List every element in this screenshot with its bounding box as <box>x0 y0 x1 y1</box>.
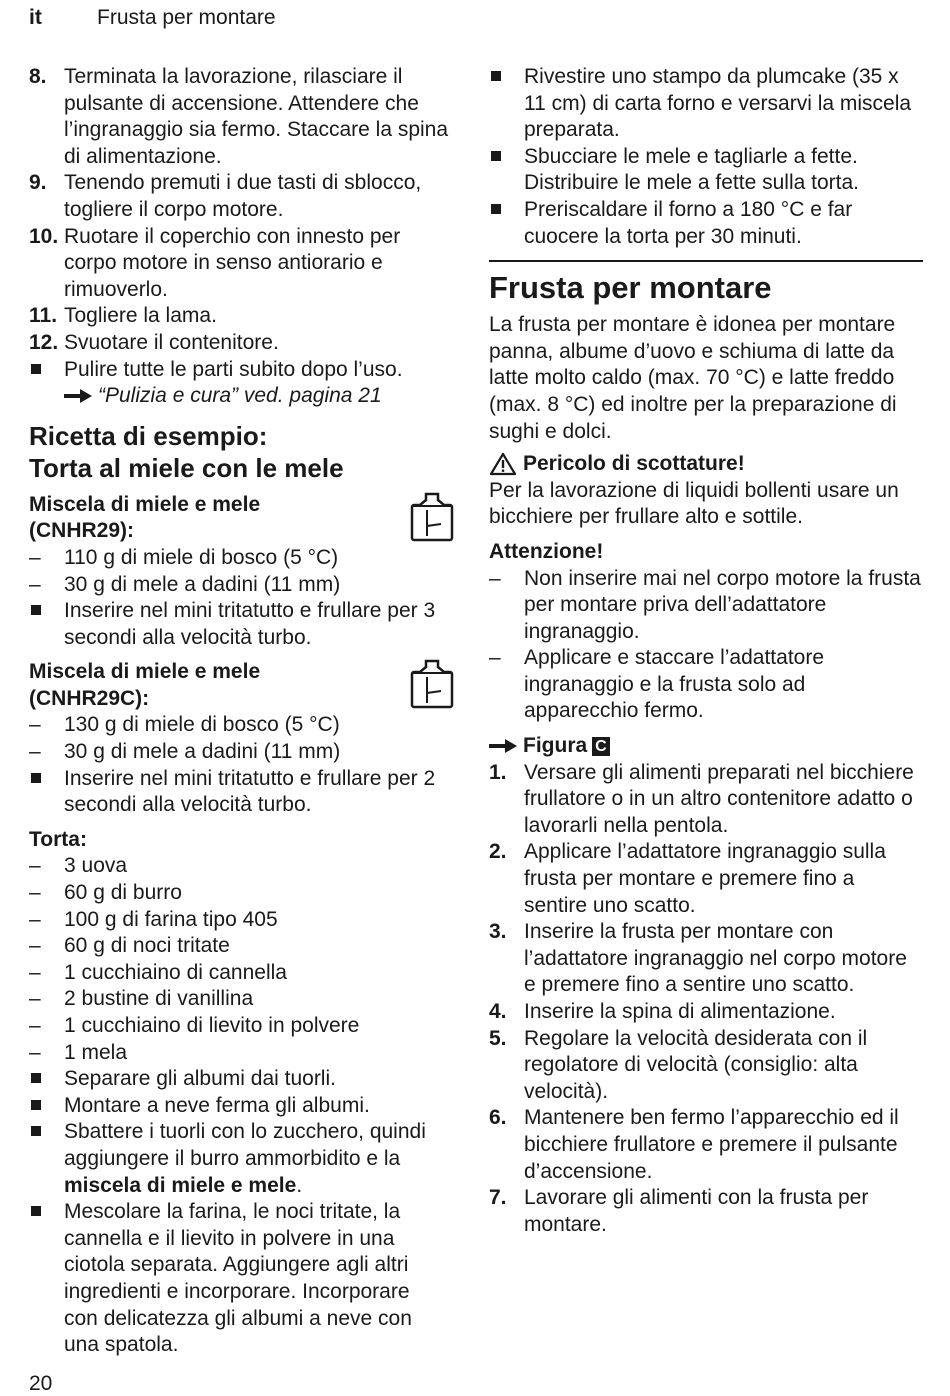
list-item <box>489 197 923 250</box>
list-item <box>29 933 449 960</box>
mix-label <box>29 492 260 545</box>
mix-label-line-2: (CNHR29C): <box>29 686 150 710</box>
list-item <box>29 598 449 651</box>
cake-step: Mescolare la farina, le noci tritate, la cannella e il lievito in polvere in una ciotola separata. Aggiungere agli altri ingredienti e incorporare. Incorporare con delicatezza gli albumi a neve con una spatola. <box>64 1200 412 1357</box>
step-number: 5. <box>489 1026 507 1050</box>
dash-marker: – <box>29 740 41 764</box>
step-number: 4. <box>489 1000 507 1023</box>
step-text: Applicare l’adattatore ingranaggio sulla frusta per montare e premere fino a sentire uno scatto. <box>524 840 886 917</box>
ingredient: 130 g di miele di bosco (5 °C) <box>64 713 340 737</box>
bullet-square-icon <box>489 64 524 144</box>
bake-step: Sbucciare le mele e tagliarle a fette. Distribuire le mele a fette sulla torta. <box>524 144 859 195</box>
step-text: Mantenere ben fermo l’apparecchio ed il bicchiere frullatore e premere il pulsante d’accensione. <box>524 1106 899 1183</box>
mix-block-2 <box>29 659 449 712</box>
step-number: 9. <box>29 171 47 195</box>
step-number: 11. <box>29 304 58 328</box>
list-item <box>29 1013 449 1040</box>
dash-marker: – <box>29 854 41 878</box>
dash-marker: – <box>29 960 41 984</box>
bullet-square-icon <box>489 197 524 250</box>
dash-marker: – <box>29 1040 41 1064</box>
list-item <box>29 330 449 357</box>
dash-marker: – <box>29 1014 41 1037</box>
step-text: Togliere la lama. <box>64 304 217 328</box>
step-number: 10. <box>29 224 59 248</box>
cake-step <box>64 1119 449 1199</box>
list-item <box>29 1093 449 1120</box>
figure-reference <box>489 733 923 760</box>
warning-triangle-icon <box>489 452 517 476</box>
step-text: Ruotare il coperchio con innesto per corpo motore in senso antiorario e rimuoverlo. <box>64 224 401 301</box>
step-number: 12. <box>29 330 59 354</box>
ingredient: 2 bustine di vanillina <box>64 987 254 1011</box>
list-item <box>29 572 449 599</box>
list-item <box>29 303 449 330</box>
list-item <box>29 1066 449 1093</box>
mix-label-line-2: (CNHR29): <box>29 519 134 543</box>
dash-marker: – <box>29 545 41 569</box>
list-item <box>489 1026 923 1106</box>
ingredient: 100 g di farina tipo 405 <box>64 907 278 931</box>
list-item <box>489 839 923 919</box>
step-number: 8. <box>29 65 47 88</box>
list-item <box>489 1105 923 1185</box>
list-item <box>29 1119 449 1199</box>
dash-marker: – <box>29 881 41 905</box>
list-item <box>489 144 923 197</box>
section-divider <box>489 260 923 262</box>
step-text: Terminata la lavorazione, rilasciare il pulsante di accensione. Attendere che l’ingranaggio sia fermo. Staccare la spina di alimentazione. <box>64 65 449 168</box>
bake-step: Rivestire uno stampo da plumcake (35 x 11 cm) di carta forno e versarvi la miscela preparata. <box>524 65 912 142</box>
cross-reference <box>29 383 449 410</box>
dash-marker: – <box>29 572 41 596</box>
page-header <box>29 6 276 30</box>
ingredient: 30 g di mele a dadini (11 mm) <box>64 572 341 596</box>
page-number: 20 <box>29 1372 53 1395</box>
step-number: 1. <box>489 760 507 784</box>
section-title: Frusta per montare <box>489 270 772 306</box>
step-text: Inserire la spina di alimentazione. <box>524 1000 836 1023</box>
cake-step-text: Sbattere i tuorli con lo zucchero, quindi aggiungere il burro ammorbidito e la <box>64 1120 426 1170</box>
bullet-square-icon <box>29 1066 64 1093</box>
step-text: Versare gli alimenti preparati nel bicchiere frullatore o in un altro contenitore adatto o lavorarli nella pentola. <box>524 760 914 837</box>
list-item <box>29 1040 449 1067</box>
list-item <box>489 64 923 144</box>
bullet-square-icon <box>29 1093 64 1120</box>
bullet-square-icon <box>29 1119 64 1199</box>
right-column <box>489 64 923 1238</box>
warning-text: Per la lavorazione di liquidi bollenti usare un bicchiere per frullare alto e sottile. <box>489 478 899 529</box>
list-item <box>29 766 449 819</box>
recipe-heading <box>29 420 449 484</box>
intro-paragraph: La frusta per montare è idonea per montare panna, albume d’uovo e schiuma di latte da latte molto caldo (max. 70 °C) e latte freddo (max. 8 °C) ed inoltre per la preparazione di sughi e dolci. <box>489 313 897 443</box>
mix-label-line-1: Miscela di miele e mele <box>29 660 261 684</box>
step-text: Regolare la velocità desiderata con il regolatore di velocità (consiglio: alta velocità). <box>524 1026 868 1103</box>
step-number: 6. <box>489 1106 507 1130</box>
step-text: Tenendo premuti i due tasti di sblocco, togliere il corpo motore. <box>64 171 422 221</box>
list-item <box>29 986 449 1013</box>
mix-label-line-1: Miscela di miele e mele <box>29 492 261 516</box>
ingredient: 1 cucchiaino di cannella <box>64 960 287 984</box>
recipe-heading-line-2: Torta al miele con le mele <box>29 452 344 483</box>
dash-marker: – <box>489 566 501 590</box>
attention-item: Non inserire mai nel corpo motore la frusta per montare priva dell’adattatore ingranaggio. <box>524 566 921 643</box>
language-code: it <box>29 6 42 29</box>
recipe-heading-line-1: Ricetta di esempio: <box>29 420 268 451</box>
cake-step-period: . <box>296 1173 303 1197</box>
list-item <box>29 880 449 907</box>
list-item <box>29 64 449 170</box>
dash-marker: – <box>29 907 41 931</box>
list-item <box>29 1199 449 1359</box>
ingredient: 110 g di miele di bosco (5 °C) <box>64 545 339 569</box>
cross-reference-link[interactable]: “Pulizia e cura” ved. pagina 21 <box>98 384 382 408</box>
cake-label: Torta: <box>29 827 87 851</box>
bullet-square-icon <box>29 357 64 384</box>
list-item <box>489 999 923 1026</box>
ingredient: 30 g di mele a dadini (11 mm) <box>64 740 341 764</box>
step-number: 3. <box>489 920 507 944</box>
list-item <box>489 566 923 646</box>
ingredient: 60 g di burro <box>64 881 182 905</box>
step-number: 7. <box>489 1186 507 1210</box>
mini-chopper-icon <box>409 659 455 709</box>
mix-step: Inserire nel mini tritatutto e frullare per 2 secondi alla velocità turbo. <box>64 766 436 817</box>
figure-label: Figura <box>523 734 588 758</box>
bullet-square-icon <box>29 1199 64 1359</box>
list-item <box>489 760 923 840</box>
left-column <box>29 64 449 1359</box>
list-item <box>29 907 449 934</box>
list-item <box>489 919 923 999</box>
ingredient: 1 cucchiaino di lievito in polvere <box>64 1014 360 1037</box>
header-title: Frusta per montare <box>97 6 276 29</box>
cake-step: Montare a neve ferma gli albumi. <box>64 1093 370 1117</box>
step-text: Lavorare gli alimenti con la frusta per montare. <box>524 1186 869 1236</box>
bake-step: Preriscaldare il forno a 180 °C e far cuocere la torta per 30 minuti. <box>524 197 853 248</box>
list-item <box>489 1185 923 1238</box>
attention-item: Applicare e staccare l’adattatore ingranaggio e la frusta solo ad apparecchio fermo. <box>524 646 824 723</box>
mix-block-1 <box>29 492 449 545</box>
warning-heading <box>489 451 923 478</box>
dash-marker: – <box>29 713 41 737</box>
list-item <box>29 545 449 572</box>
list-item <box>29 739 449 766</box>
list-item <box>29 853 449 880</box>
ingredient: 3 uova <box>64 854 128 878</box>
list-item <box>29 170 449 223</box>
arrow-right-icon <box>64 389 92 403</box>
step-number: 2. <box>489 840 507 864</box>
bullet-square-icon <box>29 598 64 651</box>
attention-title: Attenzione! <box>489 539 604 563</box>
ingredient: 1 mela <box>64 1040 128 1064</box>
arrow-right-icon <box>489 739 517 753</box>
step-text: Svuotare il contenitore. <box>64 330 279 354</box>
mini-chopper-icon <box>409 492 455 542</box>
list-item <box>29 712 449 739</box>
step-text: Inserire la frusta per montare con l’adattatore ingranaggio nel corpo motore e premere fino a sentire uno scatto. <box>524 920 907 997</box>
figure-letter-badge: C <box>592 737 610 756</box>
cake-step: Separare gli albumi dai tuorli. <box>64 1067 336 1091</box>
bullet-square-icon <box>29 766 64 819</box>
list-item <box>29 960 449 987</box>
ingredient: 60 g di noci tritate <box>64 934 230 958</box>
mix-label <box>29 659 260 712</box>
clean-bullet-text: Pulire tutte le parti subito dopo l’uso. <box>64 357 403 381</box>
warning-title: Pericolo di scottature! <box>523 452 745 476</box>
dash-marker: – <box>489 646 501 670</box>
bullet-square-icon <box>489 144 524 197</box>
dash-marker: – <box>29 987 41 1011</box>
list-item <box>29 224 449 304</box>
cake-step-emphasis: miscela di miele e mele <box>64 1173 297 1197</box>
list-item <box>29 357 449 384</box>
mix-step: Inserire nel mini tritatutto e frullare per 3 secondi alla velocità turbo. <box>64 599 436 649</box>
list-item <box>489 645 923 725</box>
dash-marker: – <box>29 934 41 958</box>
